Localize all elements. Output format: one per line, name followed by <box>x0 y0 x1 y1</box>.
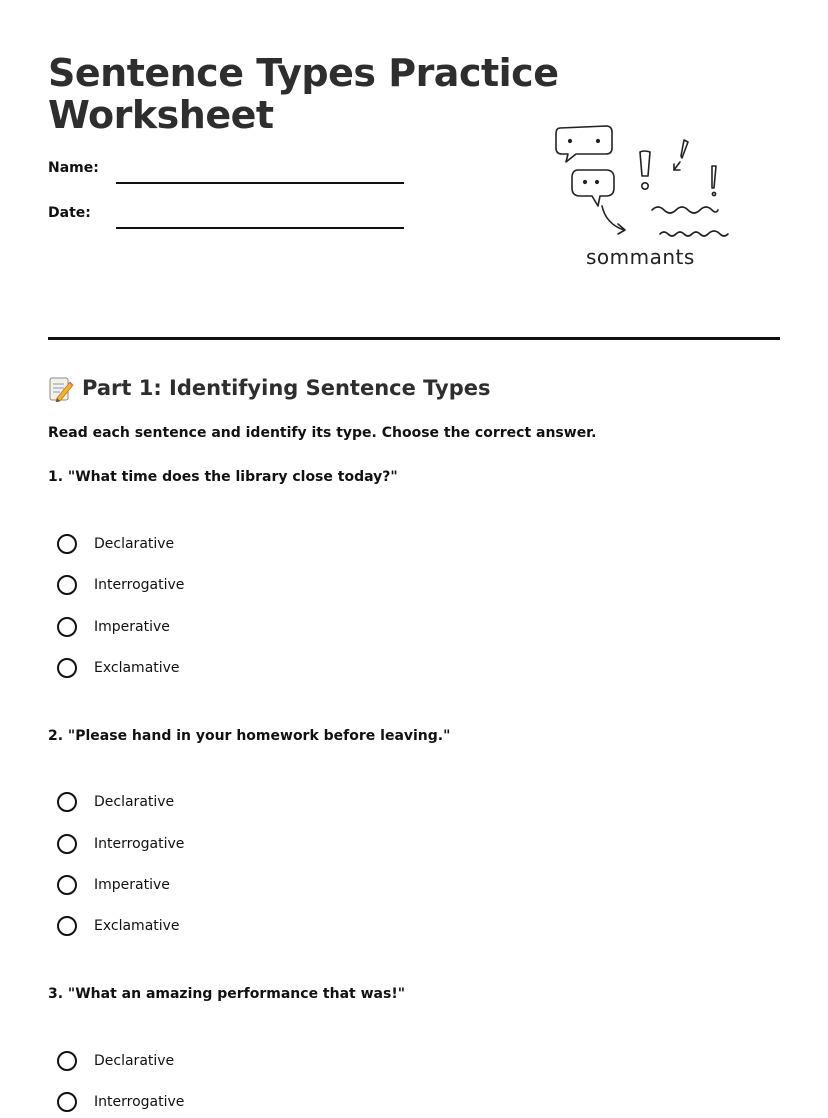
radio-button[interactable] <box>57 875 77 895</box>
q2-option-exclamative[interactable] <box>57 914 180 938</box>
option-label: Interrogative <box>94 577 185 593</box>
section-divider <box>48 337 780 340</box>
illustration-caption: sommants <box>586 245 695 269</box>
title-line-2: Worksheet <box>48 93 274 137</box>
option-label: Interrogative <box>94 1094 185 1110</box>
q2-option-declarative[interactable] <box>57 790 174 814</box>
option-label: Declarative <box>94 536 175 552</box>
option-label: Declarative <box>94 1053 175 1069</box>
date-field[interactable] <box>48 205 404 221</box>
radio-button[interactable] <box>57 792 77 812</box>
q3-option-declarative[interactable] <box>57 1049 174 1073</box>
option-label: Declarative <box>94 794 175 810</box>
page-title <box>48 52 558 136</box>
name-label: Name: <box>48 160 99 176</box>
q1-option-imperative[interactable] <box>57 615 170 639</box>
radio-button[interactable] <box>57 1092 77 1112</box>
q2-option-imperative[interactable] <box>57 873 170 897</box>
question-2: 2. "Please hand in your homework before leaving." <box>48 728 451 744</box>
q1-option-exclamative[interactable] <box>57 656 180 680</box>
radio-button[interactable] <box>57 834 77 854</box>
date-line[interactable] <box>116 227 404 229</box>
radio-button[interactable] <box>57 658 77 678</box>
option-label: Interrogative <box>94 836 185 852</box>
option-label: Imperative <box>94 877 170 893</box>
date-label: Date: <box>48 205 91 221</box>
q3-option-interrogative[interactable] <box>57 1090 184 1114</box>
question-3: 3. "What an amazing performance that was!" <box>48 986 405 1002</box>
radio-button[interactable] <box>57 534 77 554</box>
q2-option-interrogative[interactable] <box>57 832 184 856</box>
radio-button[interactable] <box>57 617 77 637</box>
part1-heading <box>48 374 490 402</box>
radio-button[interactable] <box>57 916 77 936</box>
name-line[interactable] <box>116 182 404 184</box>
option-label: Exclamative <box>94 918 180 934</box>
name-field[interactable] <box>48 160 404 176</box>
part1-instructions: Read each sentence and identify its type. Choose the correct answer. <box>48 425 597 441</box>
radio-button[interactable] <box>57 1051 77 1071</box>
part1-title: Part 1: Identifying Sentence Types <box>82 376 491 400</box>
memo-pencil-icon <box>48 374 74 402</box>
option-label: Imperative <box>94 619 170 635</box>
title-line-1: Sentence Types Practice <box>48 51 559 95</box>
question-1: 1. "What time does the library close today?" <box>48 469 398 485</box>
option-label: Exclamative <box>94 660 180 676</box>
radio-button[interactable] <box>57 575 77 595</box>
q1-option-declarative[interactable] <box>57 532 174 556</box>
q1-option-interrogative[interactable] <box>57 573 184 597</box>
